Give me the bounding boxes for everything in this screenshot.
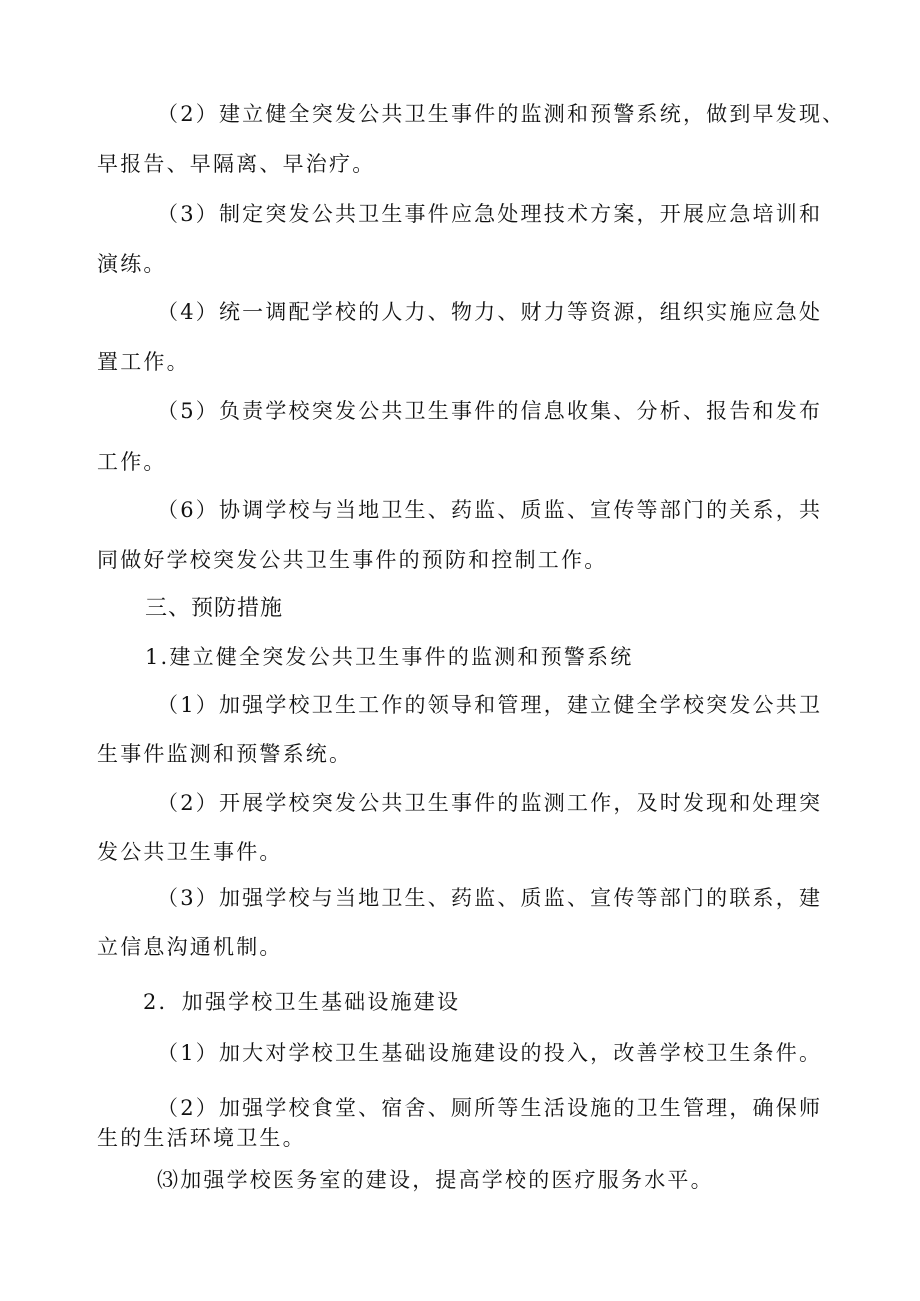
subsection-2-heading: 2．加强学校卫生基础设施建设 <box>143 990 461 1014</box>
paragraph-4-line-1: （4）统一调配学校的人力、物力、财力等资源，组织实施应急处 <box>157 300 823 324</box>
item-2-2-line-2: 生的生活环境卫生。 <box>97 1126 306 1150</box>
paragraph-2-line-2: 早报告、早隔离、早治疗。 <box>97 152 376 176</box>
section-heading-prevention: 三、预防措施 <box>145 596 284 621</box>
item-1-2-line-1: （2）开展学校突发公共卫生事件的监测工作，及时发现和处理突 <box>157 791 823 815</box>
item-1-3-line-1: （3）加强学校与当地卫生、药监、质监、宣传等部门的联系，建 <box>157 886 823 910</box>
item-1-3-line-2: 立信息沟通机制。 <box>97 935 283 959</box>
item-2-2-line-1: （2）加强学校食堂、宿舍、厕所等生活设施的卫生管理，确保师 <box>157 1096 823 1120</box>
paragraph-5-line-1: （5）负责学校突发公共卫生事件的信息收集、分析、报告和发布 <box>157 399 823 423</box>
item-2-3-line-1: ⑶加强学校医务室的建设，提高学校的医疗服务水平。 <box>157 1168 714 1192</box>
item-1-2-line-2: 发公共卫生事件。 <box>97 840 283 864</box>
paragraph-4-line-2: 置工作。 <box>97 350 190 374</box>
subsection-1-heading: 1.建立健全突发公共卫生事件的监测和预警系统 <box>145 645 634 669</box>
item-1-1-line-1: （1）加强学校卫生工作的领导和管理，建立健全学校突发公共卫 <box>157 693 823 717</box>
paragraph-3-line-2: 演练。 <box>97 252 167 276</box>
paragraph-6-line-2: 同做好学校突发公共卫生事件的预防和控制工作。 <box>97 548 608 572</box>
item-2-1-line-1: （1）加大对学校卫生基础设施建设的投入，改善学校卫生条件。 <box>157 1041 823 1065</box>
paragraph-5-line-2: 工作。 <box>97 450 167 474</box>
paragraph-2-line-1: （2）建立健全突发公共卫生事件的监测和预警系统，做到早发现、 <box>157 102 846 126</box>
paragraph-6-line-1: （6）协调学校与当地卫生、药监、质监、宣传等部门的关系，共 <box>157 498 823 522</box>
item-1-1-line-2: 生事件监测和预警系统。 <box>97 742 353 766</box>
paragraph-3-line-1: （3）制定突发公共卫生事件应急处理技术方案，开展应急培训和 <box>157 202 823 226</box>
